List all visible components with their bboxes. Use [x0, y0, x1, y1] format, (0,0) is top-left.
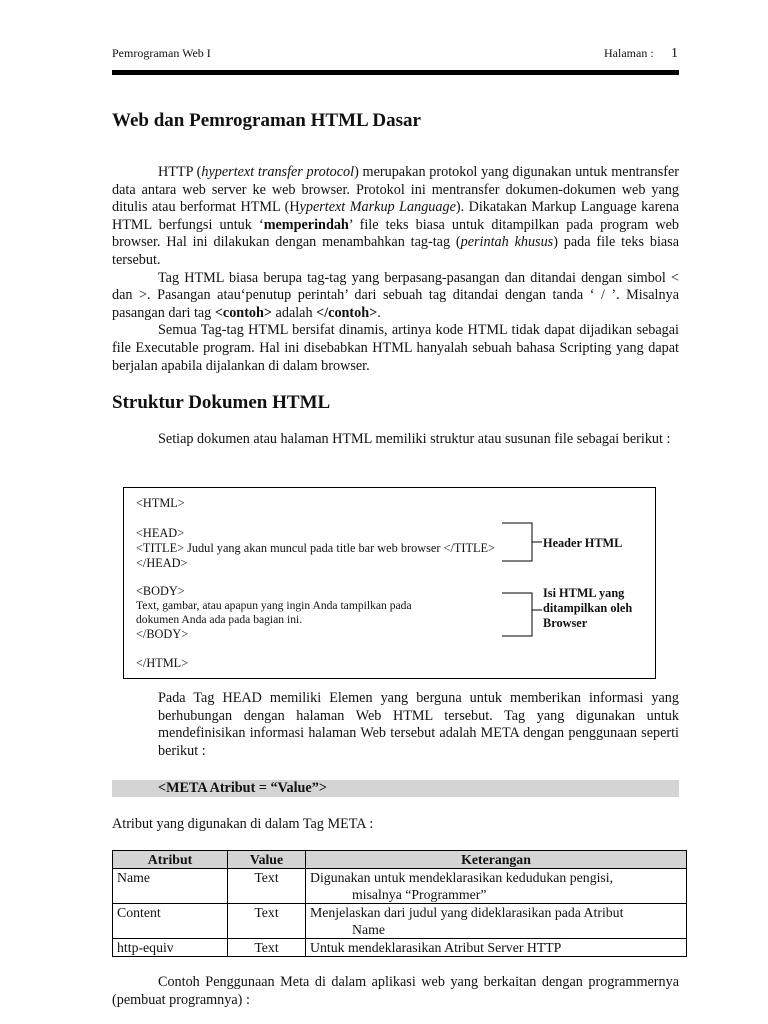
table-row — [113, 939, 687, 957]
code-head-close: </HEAD> — [136, 556, 188, 570]
paragraph-head-meta — [158, 690, 679, 760]
cell-atribut: Content — [113, 904, 228, 939]
head-meta-text: Pada Tag HEAD memiliki Elemen yang berguna untuk memberikan informasi yang berhubungan dengan halaman Web HTML tersebut. Tag yang digunakan untuk mendefinisikan informasi halaman Web tersebut adalah META dengan penggunaan seperti berikut : — [158, 690, 679, 759]
page-label: Halaman : — [604, 46, 654, 60]
code-body-text2: dokumen Anda ada pada bagian ini. — [136, 613, 303, 626]
paragraph-dinamis: Semua Tag-tag HTML bersifat dinamis, artinya kode HTML tidak dapat dijadikan sebagai file Executable program. Hal ini disebabkan HTML hanyalah sebuah bahasa Scripting yang dapat berjalan apabila dijalankan di dalam browser. — [112, 322, 679, 374]
cell-keterangan-line2: Name — [352, 922, 385, 937]
table-row — [113, 869, 687, 904]
meta-syntax: <META Atribut = “Value”> — [158, 780, 327, 796]
code-title-line: <TITLE> Judul yang akan muncul pada title bar web browser </TITLE> — [136, 541, 495, 555]
intro-text: Setiap dokumen atau halaman HTML memiliki struktur atau susunan file sebagai berikut : — [158, 431, 671, 447]
cell-value: Text — [228, 869, 306, 904]
annotation-isi-2: ditampilkan oleh — [543, 601, 633, 615]
cell-atribut: Name — [113, 869, 228, 904]
section1-body — [112, 164, 679, 375]
paragraph-closing — [112, 974, 679, 1009]
table-row — [113, 904, 687, 939]
cell-keterangan-line1: Menjelaskan dari judul yang dideklarasikan pada Atribut — [310, 905, 624, 920]
cell-keterangan-line1: Digunakan untuk mendeklarasikan kedudukan pengisi, — [310, 870, 614, 885]
meta-syntax-bar — [112, 780, 679, 797]
cell-keterangan — [306, 869, 687, 904]
cell-keterangan-line2: misalnya “Programmer” — [352, 887, 487, 902]
col-header-atribut: Atribut — [113, 851, 228, 869]
meta-attribute-table — [112, 850, 687, 957]
code-body-open: <BODY> — [136, 584, 185, 598]
cell-value: Text — [228, 904, 306, 939]
cell-atribut: http-equiv — [113, 939, 228, 957]
annotation-isi-3: Browser — [543, 616, 588, 630]
body-bracket — [502, 593, 532, 636]
paragraph-intro — [112, 431, 679, 449]
code-html-open: <HTML> — [136, 496, 185, 510]
cell-keterangan — [306, 904, 687, 939]
table-intro-text: Atribut yang digunakan di dalam Tag META : — [112, 816, 374, 832]
paragraph-http: HTTP (hypertext transfer protocol) merupakan protokol yang digunakan untuk mentransfer data antara web server ke web browser. Protokol ini mentransfer dokumen-dokumen web yang ditulis atau berformat HTML (Hypertext Markup Language). Dikatakan Markup Language karena HTML berfungsi untuk ‘memperindah’ file teks biasa untuk ditampilkan pada program web browser. Hal ini dilakukan dengan menambahkan tag-tag (perintah khusus) pada file teks biasa tersebut. — [112, 164, 679, 268]
annotation-isi-1: Isi HTML yang — [543, 586, 625, 600]
closing-text: Contoh Penggunaan Meta di dalam aplikasi web yang berkaitan dengan programmernya (pembuat programnya) : — [112, 974, 679, 1008]
col-header-keterangan: Keterangan — [306, 851, 687, 869]
table-header-row — [113, 851, 687, 869]
code-body-text1: Text, gambar, atau apapun yang ingin Anda tampilkan pada — [136, 599, 412, 612]
section-title-struktur: Struktur Dokumen HTML — [112, 392, 331, 413]
table-intro — [112, 816, 679, 834]
col-header-value: Value — [228, 851, 306, 869]
annotation-header: Header HTML — [543, 536, 623, 550]
page-number: 1 — [671, 46, 678, 61]
cell-value: Text — [228, 939, 306, 957]
header-rule — [112, 70, 679, 75]
code-head-open: <HEAD> — [136, 526, 185, 540]
code-html-close: </HTML> — [136, 656, 189, 670]
code-body-close: </BODY> — [136, 627, 189, 641]
section-title-web: Web dan Pemrograman HTML Dasar — [112, 110, 421, 131]
paragraph-tag: Tag HTML biasa berupa tag-tag yang berpasang-pasangan dan ditandai dengan simbol < dan >. Pasangan atau‘penutup perintah’ dari sebuah tag ditandai dengan tanda ‘ / ’. Misalnya pasangan dari tag <contoh> adalah </contoh>. — [112, 269, 679, 321]
cell-keterangan: Untuk mendeklarasikan Atribut Server HTTP — [306, 939, 687, 957]
html-structure-box — [123, 487, 656, 679]
running-header-title: Pemrograman Web I — [112, 46, 211, 60]
header-bracket — [502, 523, 532, 561]
